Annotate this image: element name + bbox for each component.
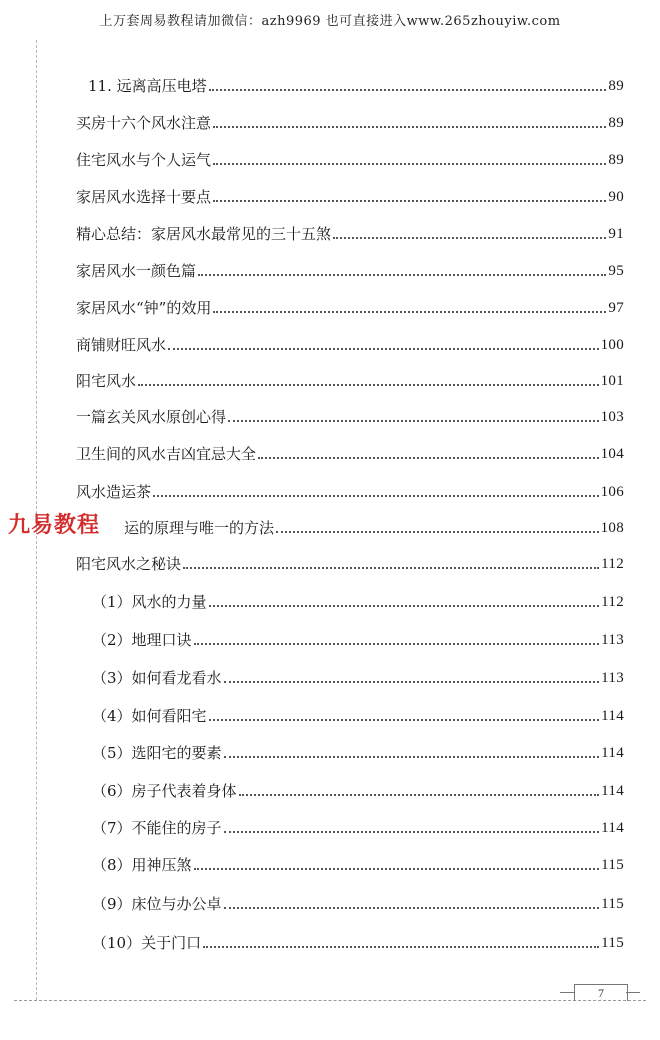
toc-entry-title: 家居风水“钟”的效用 [76, 299, 212, 317]
toc-leader-dots [209, 604, 600, 607]
toc-entry-title: （10）关于门口 [92, 934, 202, 952]
page-number: 7 [574, 984, 628, 1001]
toc-leader-dots [183, 566, 599, 569]
toc-entry-title: （8）用神压煞 [92, 856, 192, 874]
toc-entry[interactable] [92, 704, 624, 726]
toc-entry-title: 阳宅风水之秘诀 [76, 555, 182, 573]
toc-entry-page: 97 [608, 300, 624, 316]
toc-entry-title: 运的原理与唯一的方法 [124, 519, 275, 537]
toc-entry-page: 89 [608, 115, 624, 131]
toc-entry[interactable] [76, 259, 624, 281]
toc-entry[interactable] [92, 892, 624, 914]
watermark-label: 九易教程 [8, 513, 101, 538]
toc-entry-page: 115 [601, 896, 624, 912]
toc-entry-page: 89 [608, 152, 624, 168]
toc-entry[interactable] [76, 369, 624, 391]
toc-entry-page: 112 [601, 556, 624, 572]
toc-entry-title: （2）地理口诀 [92, 631, 192, 649]
toc-entry[interactable] [76, 185, 624, 207]
toc-entry-title: 阳宅风水 [76, 372, 137, 390]
toc-entry[interactable] [92, 931, 624, 953]
toc-entry-title: （5）选阳宅的要素 [92, 744, 222, 762]
toc-leader-dots [153, 494, 599, 497]
toc-entry[interactable] [92, 741, 624, 763]
toc-leader-dots [168, 347, 599, 350]
toc-entry-page: 115 [601, 857, 624, 873]
toc-entry-title: 买房十六个风水注意 [76, 114, 212, 132]
toc-leader-dots [213, 310, 606, 313]
toc-entry-page: 90 [608, 189, 624, 205]
toc-entry-title: 11. 远离高压电塔 [88, 77, 207, 95]
toc-entry[interactable] [76, 111, 624, 133]
toc-leader-dots [138, 383, 599, 386]
toc-leader-dots [213, 199, 606, 202]
toc-entry-page: 101 [600, 373, 624, 389]
toc-entry-page: 106 [600, 484, 624, 500]
toc-entry-title: 商铺财旺风水 [76, 336, 167, 354]
toc-entry-title: 一篇玄关风水原创心得 [76, 408, 227, 426]
toc-leader-dots [203, 945, 599, 948]
toc-leader-dots [209, 718, 600, 721]
toc-leader-dots [194, 642, 600, 645]
toc-entry[interactable] [76, 222, 624, 244]
toc-leader-dots [224, 906, 600, 909]
toc-entry-page: 114 [601, 783, 624, 799]
toc-leader-dots [333, 236, 606, 239]
page-tab-left-edge [560, 992, 574, 993]
toc-entry[interactable] [92, 853, 624, 875]
toc-entry-title: 精心总结：家居风水最常见的三十五煞 [76, 225, 332, 243]
toc-leader-dots [239, 793, 600, 796]
toc-entry-title: （4）如何看阳宅 [92, 707, 207, 725]
toc-entry[interactable] [76, 405, 624, 427]
toc-entry[interactable] [92, 816, 624, 838]
toc-leader-dots [224, 830, 600, 833]
toc-entry-title: 家居风水一颜色篇 [76, 262, 197, 280]
toc-entry-page: 115 [601, 935, 624, 951]
toc-entry-title: （3）如何看龙看水 [92, 669, 222, 687]
toc-leader-dots [224, 755, 600, 758]
toc-entry-title: 家居风水选择十要点 [76, 188, 212, 206]
toc-entry-title: 住宅风水与个人运气 [76, 151, 212, 169]
toc-leader-dots [194, 867, 600, 870]
toc-entry-page: 114 [601, 708, 624, 724]
toc-leader-dots [224, 680, 600, 683]
toc-entry-title: （1）风水的力量 [92, 593, 207, 611]
toc-entry[interactable] [88, 74, 624, 96]
toc-entry-title: （6）房子代表着身体 [92, 782, 237, 800]
toc-entry-page: 91 [608, 226, 624, 242]
toc-entry-page: 108 [600, 520, 624, 536]
toc-entry[interactable] [76, 552, 624, 574]
toc-entry[interactable] [76, 296, 624, 318]
toc-entry[interactable] [76, 442, 624, 464]
page-header: 上万套周易教程请加微信：azh9969 也可直接进入www.265zhouyiw.com [99, 14, 561, 29]
toc-entry[interactable] [92, 666, 624, 688]
toc-entry-page: 95 [608, 263, 624, 279]
page-tab-right-edge [626, 992, 640, 993]
toc-entry-page: 103 [600, 409, 624, 425]
toc-entry-title: 风水造运茶 [76, 483, 152, 501]
toc-entry[interactable] [92, 628, 624, 650]
toc-entry-title: 卫生间的风水吉凶宜忌大全 [76, 445, 257, 463]
toc-entry-page: 112 [601, 594, 624, 610]
toc-leader-dots [198, 273, 606, 276]
toc-entry[interactable] [76, 333, 624, 355]
toc-entry[interactable] [92, 590, 624, 612]
toc-entry-page: 113 [601, 632, 624, 648]
toc-entry-page: 114 [601, 745, 624, 761]
toc-leader-dots [258, 456, 599, 459]
toc-entry-page: 89 [608, 78, 624, 94]
toc-entry-page: 113 [601, 670, 624, 686]
toc-entry-page: 114 [601, 820, 624, 836]
toc-entry[interactable] [92, 779, 624, 801]
toc-entry[interactable] [76, 480, 624, 502]
toc-leader-dots [213, 162, 606, 165]
toc-leader-dots [213, 125, 606, 128]
footer-rule [14, 1000, 646, 1001]
toc-leader-dots [276, 530, 599, 533]
toc-entry-page: 100 [600, 337, 624, 353]
toc-entry[interactable] [124, 516, 624, 538]
toc-leader-dots [228, 419, 599, 422]
toc-entry-title: （7）不能住的房子 [92, 819, 222, 837]
toc-leader-dots [209, 88, 607, 91]
toc-entry-title: （9）床位与办公卓 [92, 895, 222, 913]
toc-entry[interactable] [76, 148, 624, 170]
toc-entry-page: 104 [600, 446, 624, 462]
